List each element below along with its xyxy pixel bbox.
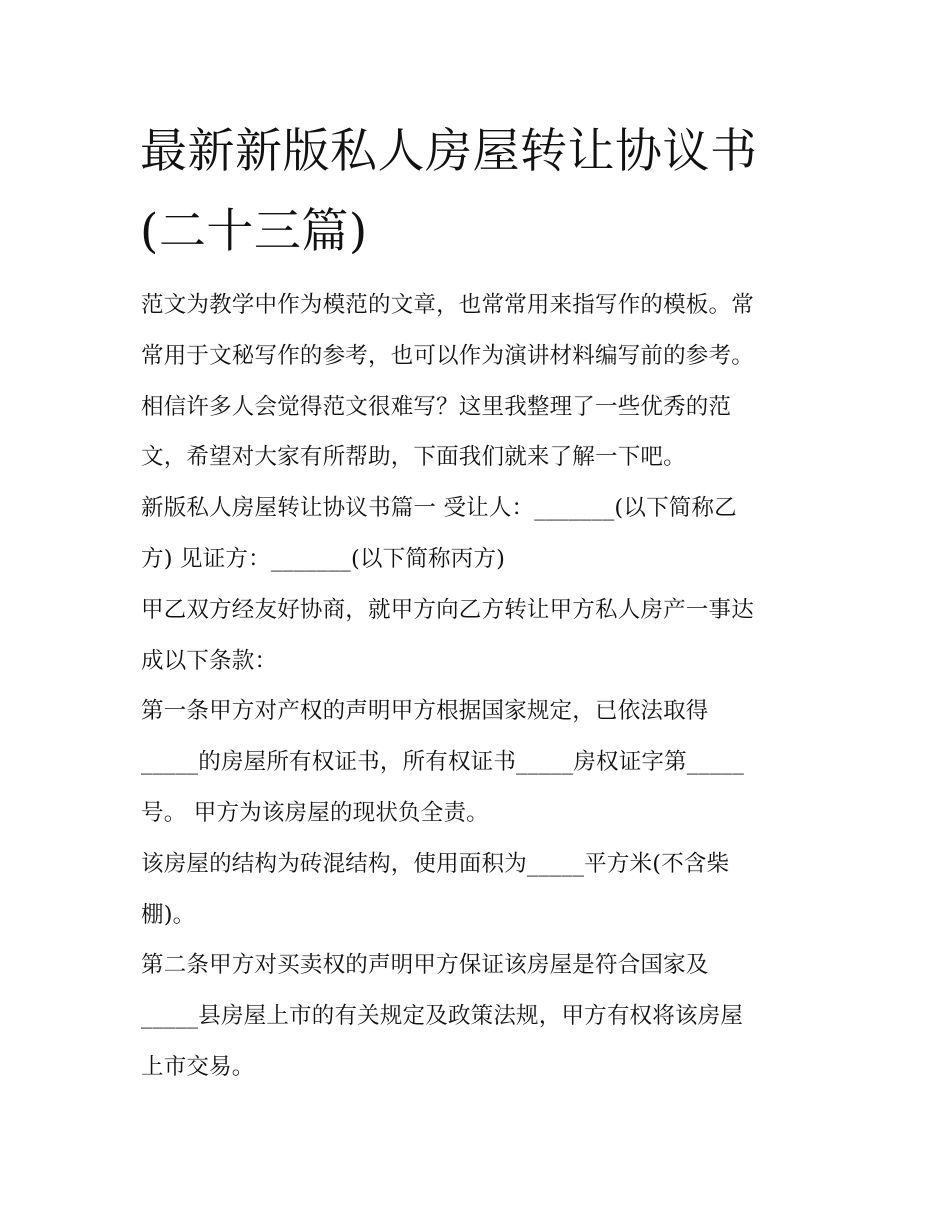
document-body [141, 280, 831, 1093]
body-line: _____的房屋所有权证书，所有权证书_____房权证字第_____ [141, 749, 745, 776]
body-line: 常用于文秘写作的参考，也可以作为演讲材料编写前的参考。 [141, 342, 754, 369]
body-line: 第二条甲方对买卖权的声明甲方保证该房屋是符合国家及 [141, 952, 709, 979]
body-line: _____县房屋上市的有关规定及政策法规，甲方有权将该房屋 [141, 1003, 744, 1030]
title-line: 最新新版私人房屋转让协议书 [140, 124, 758, 179]
body-line: 范文为教学中作为模范的文章，也常常用来指写作的模板。常 [141, 292, 754, 318]
body-line: 号。 甲方为该房屋的现状负全责。 [141, 799, 489, 826]
body-line: 方) 见证方：_______(以下简称丙方) [141, 545, 506, 572]
body-line: 新版私人房屋转让协议书篇一 受让人：_______(以下简称乙 [141, 495, 737, 522]
body-line: 文，希望对大家有所帮助，下面我们就来了解一下吧。 [141, 444, 686, 471]
body-line: 甲乙双方经友好协商，就甲方向乙方转让甲方私人房产一事达 [141, 596, 754, 623]
title-line: (二十三篇) [140, 204, 368, 259]
body-line: 棚)。 [141, 901, 196, 928]
document-title [140, 112, 830, 272]
body-line: 该房屋的结构为砖混结构，使用面积为_____平方米(不含柴 [141, 850, 730, 877]
body-line: 第一条甲方对产权的声明甲方根据国家规定，已依法取得 [141, 698, 709, 725]
body-line: 成以下条款： [141, 647, 278, 674]
body-line: 相信许多人会觉得范文很难写？这里我整理了一些优秀的范 [141, 393, 732, 420]
body-line: 上市交易。 [141, 1053, 255, 1080]
